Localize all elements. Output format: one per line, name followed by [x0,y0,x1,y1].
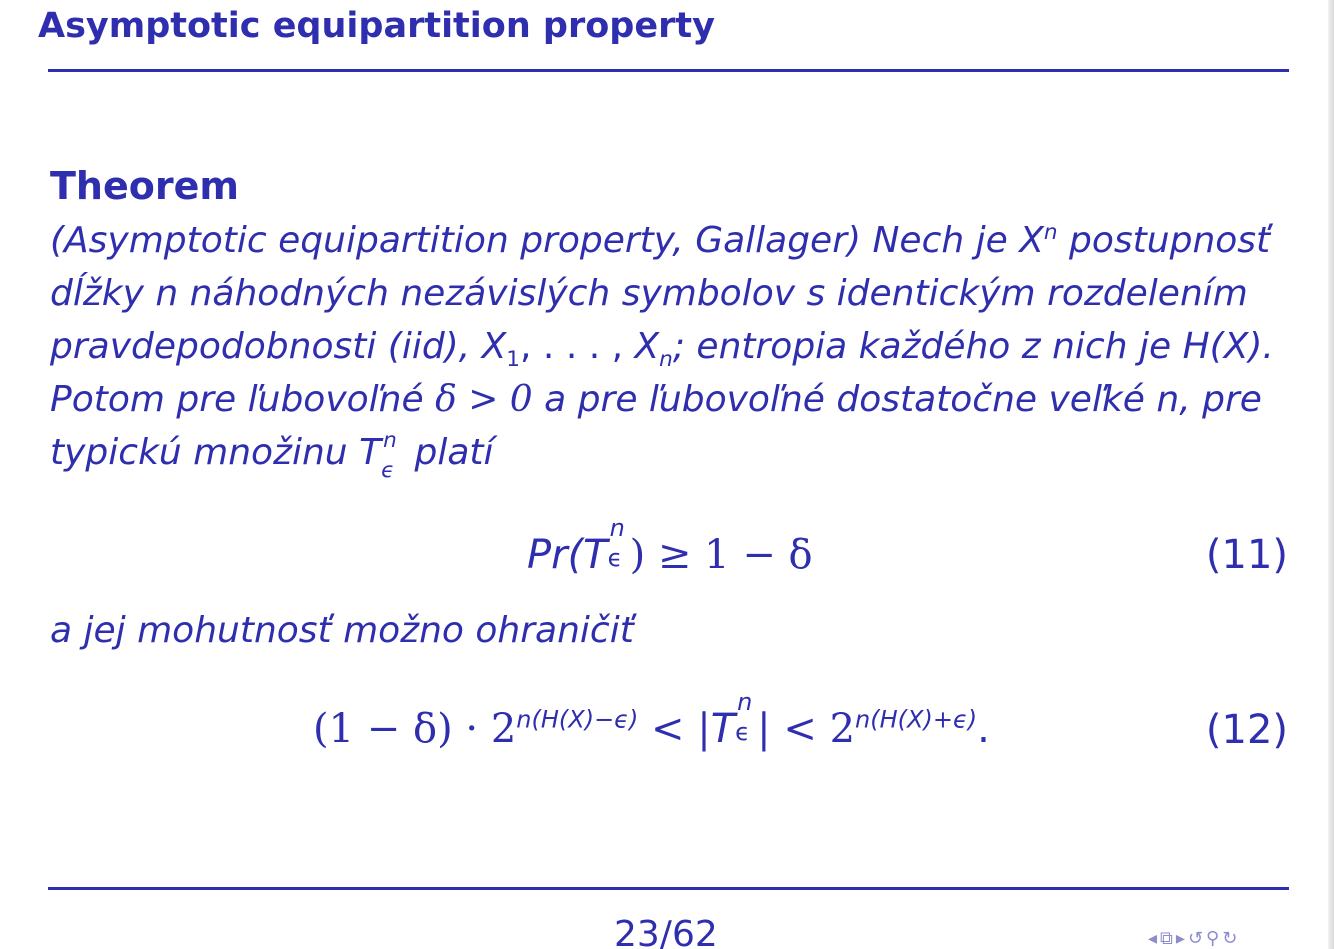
theorem-body [50,214,1295,483]
theorem-text: ; entropia každého z nich je H(X). [672,326,1274,367]
equation-number-12: (12) [1205,707,1288,753]
math-var-T: T [710,706,736,752]
page-number: 23/62 [614,914,718,949]
theorem-line-1 [50,214,1295,267]
beamer-navigation [1148,928,1240,949]
theorem-text: typickú množinu [50,432,360,473]
theorem-text: (Asymptotic equipartition property, Gallager) Nech je [50,220,1020,261]
math-superscript: n [1043,220,1058,245]
equation-12 [313,688,990,752]
theorem-text: postupnosť [1057,220,1271,261]
math-text: . [977,706,990,752]
search-icon[interactable]: ⚲ [1206,928,1221,949]
theorem-heading: Theorem [50,164,239,208]
frame-icon[interactable]: ⧉ [1160,928,1174,949]
theorem-text: a pre ľubovoľné dostatočne veľké n, pre [532,379,1262,420]
math-inline: δ > 0 [435,379,533,420]
math-dots: , . . . , [520,326,635,367]
theorem-text: platí [403,432,494,473]
math-text: (1 − δ) · 2 [313,706,517,752]
theorem-text: Potom pre ľubovoľné [50,379,436,420]
math-var-T: T [583,532,608,578]
title-rule [48,69,1289,72]
math-var-T: T [359,432,382,473]
equation-number-11: (11) [1205,532,1288,578]
theorem-line-5 [50,426,1295,483]
page-edge [1328,0,1334,949]
math-superscript: n [737,688,753,716]
math-var-X: X [1019,220,1044,261]
math-text: | < 2 [757,706,856,752]
math-text: ) ≥ 1 − δ [629,532,813,578]
redo-icon[interactable]: ↻ [1222,928,1239,949]
math-exponent: n(H(X)−ϵ) [516,705,639,734]
theorem-line-2: dĺžky n náhodných nezávislých symbolov s identickým rozdelením [50,273,1248,314]
math-subscript: ϵ [607,544,623,572]
math-scripts [735,688,757,746]
arrow-right-icon[interactable]: ▸ [1175,928,1186,949]
math-subscript: 1 [506,347,521,373]
frame-title: Asymptotic equipartition property [38,6,715,46]
math-text: Pr( [527,532,584,578]
equation-11 [527,514,813,578]
arrow-left-icon[interactable]: ◂ [1148,928,1159,949]
math-subscript: n [659,347,673,373]
math-var-X: X [634,326,660,367]
math-subscript: ϵ [735,718,750,746]
footer-rule [48,887,1289,890]
undo-icon[interactable]: ↺ [1187,928,1205,949]
math-var-X: X [481,326,507,367]
math-scripts [381,428,403,483]
theorem-line-3 [50,320,1295,373]
between-text: a jej mohutnosť možno ohraničiť [50,610,634,651]
math-scripts [607,514,630,572]
math-superscript: n [383,428,397,453]
theorem-text: pravdepodobnosti (iid), [50,326,482,367]
math-text: < | [638,706,711,752]
math-subscript: ϵ [381,458,395,483]
theorem-line-4 [50,373,1295,426]
math-exponent: n(H(X)+ϵ) [855,705,978,734]
math-superscript: n [609,514,625,542]
